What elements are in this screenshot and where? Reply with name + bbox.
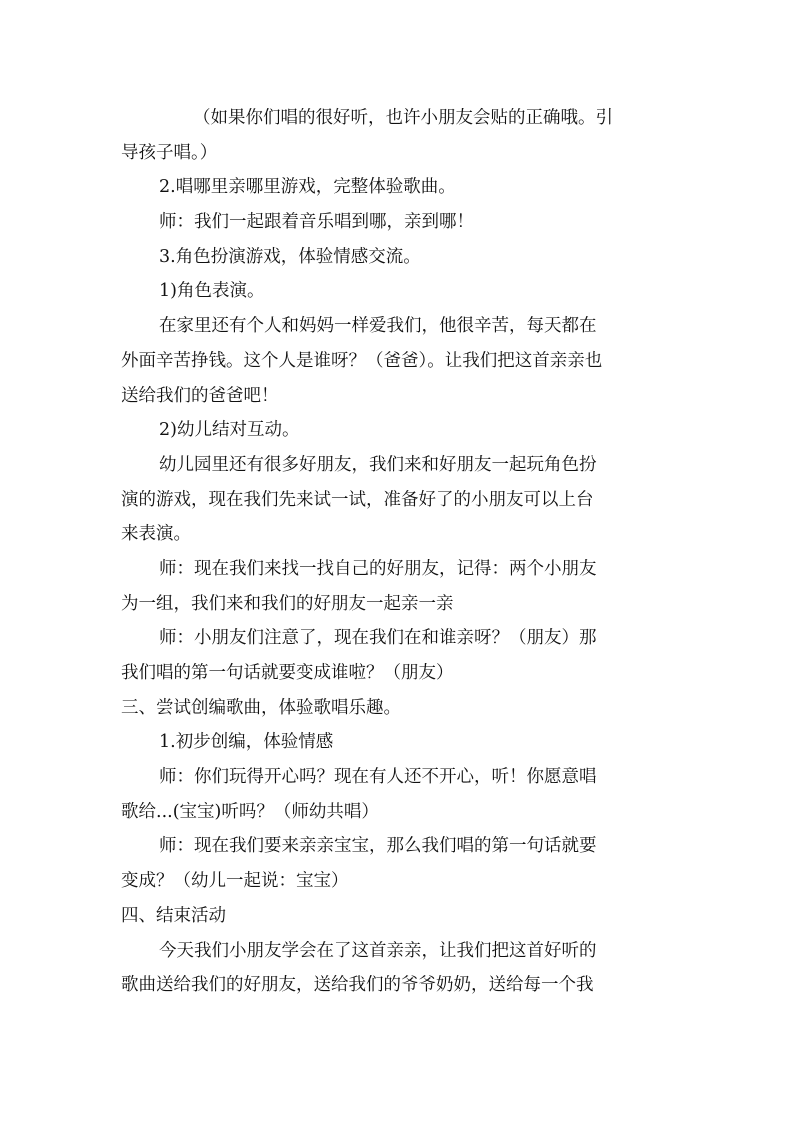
text-line-10: 2)幼儿结对互动。 bbox=[159, 420, 300, 441]
section-heading-4: 四、结束活动 bbox=[121, 905, 226, 926]
text-line-12: 演的游戏，现在我们先来试一试，准备好了的小朋友可以上台 bbox=[121, 489, 594, 510]
text-line-17: 我们唱的第一句话就要变成谁啦？（朋友） bbox=[121, 663, 454, 683]
text-line-23: 变成？（幼儿一起说：宝宝） bbox=[121, 871, 349, 892]
text-line-7: 在家里还有个人和妈妈一样爱我们，他很辛苦，每天都在 bbox=[159, 316, 597, 337]
document-body bbox=[121, 101, 641, 1003]
text-line-25: 今天我们小朋友学会在了这首亲亲，让我们把这首好听的 bbox=[159, 940, 597, 961]
text-line-26: 歌曲送给我们的好朋友，送给我们的爷爷奶奶，送给每一个我 bbox=[121, 975, 594, 996]
text-line-14: 师：现在我们来找一找自己的好朋友，记得：两个小朋友 bbox=[159, 558, 597, 579]
text-line-5: 3.角色扮演游戏，体验情感交流。 bbox=[159, 246, 421, 267]
text-line-13: 来表演。 bbox=[121, 524, 191, 545]
text-line-4: 师：我们一起跟着音乐唱到哪，亲到哪！ bbox=[159, 212, 474, 233]
text-line-2: 导孩子唱。） bbox=[121, 142, 218, 163]
text-line-3: 2.唱哪里亲哪里游戏，完整体验歌曲。 bbox=[159, 177, 456, 198]
text-line-15: 为一组，我们来和我们的好朋友一起亲一亲 bbox=[121, 593, 454, 614]
section-heading-3: 三、尝试创编歌曲，体验歌唱乐趣。 bbox=[121, 697, 401, 718]
text-line-16: 师：小朋友们注意了，现在我们在和谁亲呀？（朋友）那 bbox=[159, 628, 597, 649]
text-line-1: （如果你们唱的很好听，也许小朋友会贴的正确哦。引 bbox=[193, 108, 613, 128]
text-line-20: 师：你们玩得开心吗？现在有人还不开心，听！你愿意唱 bbox=[159, 767, 597, 788]
text-line-22: 师：现在我们要来亲亲宝宝，那么我们唱的第一句话就要 bbox=[159, 836, 597, 857]
text-line-9: 送给我们的爸爸吧！ bbox=[121, 385, 279, 406]
text-line-21: 歌给...(宝宝)听吗？（师幼共唱） bbox=[121, 801, 379, 822]
text-line-8: 外面辛苦挣钱。这个人是谁呀？（爸爸）。让我们把这首亲亲也 bbox=[121, 350, 603, 371]
text-line-11: 幼儿园里还有很多好朋友，我们来和好朋友一起玩角色扮 bbox=[159, 454, 597, 475]
text-line-6: 1)角色表演。 bbox=[159, 281, 265, 302]
text-line-19: 1.初步创编，体验情感 bbox=[159, 732, 334, 753]
